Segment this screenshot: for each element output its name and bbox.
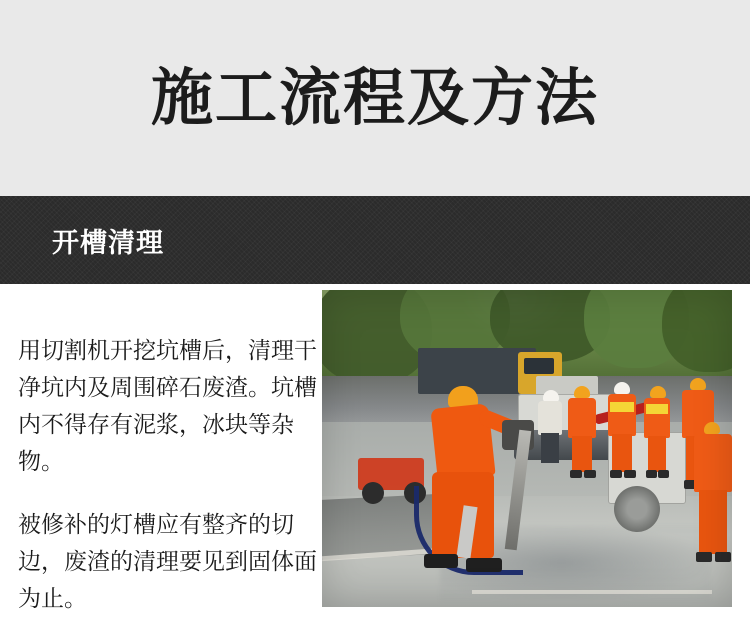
text-column: [0, 284, 322, 641]
truck-window: [524, 358, 554, 374]
cart-wheel: [362, 482, 384, 504]
top-banner: [0, 0, 750, 196]
section-header-bar: [0, 196, 750, 284]
paragraph-1: 用切割机开挖坑槽后，清理干净坑内及周围碎石废渣。坑槽内不得存有泥浆，冰块等杂物。: [18, 338, 317, 475]
construction-site-photo: [322, 290, 732, 607]
page-title: 施工流程及方法: [150, 61, 599, 134]
paragraph-2: 被修补的灯槽应有整齐的切边，废渣的清理要见到固体面为止。: [18, 512, 317, 612]
photo-illustration: [322, 290, 732, 607]
content-area: [0, 284, 750, 626]
worker-boot: [424, 554, 458, 568]
worker-boot: [466, 558, 502, 572]
cutting-blade-icon: [614, 486, 660, 532]
section-title: 开槽清理: [52, 227, 164, 259]
road-marking: [472, 590, 712, 594]
foreground-worker-with-jackhammer: [418, 386, 538, 586]
